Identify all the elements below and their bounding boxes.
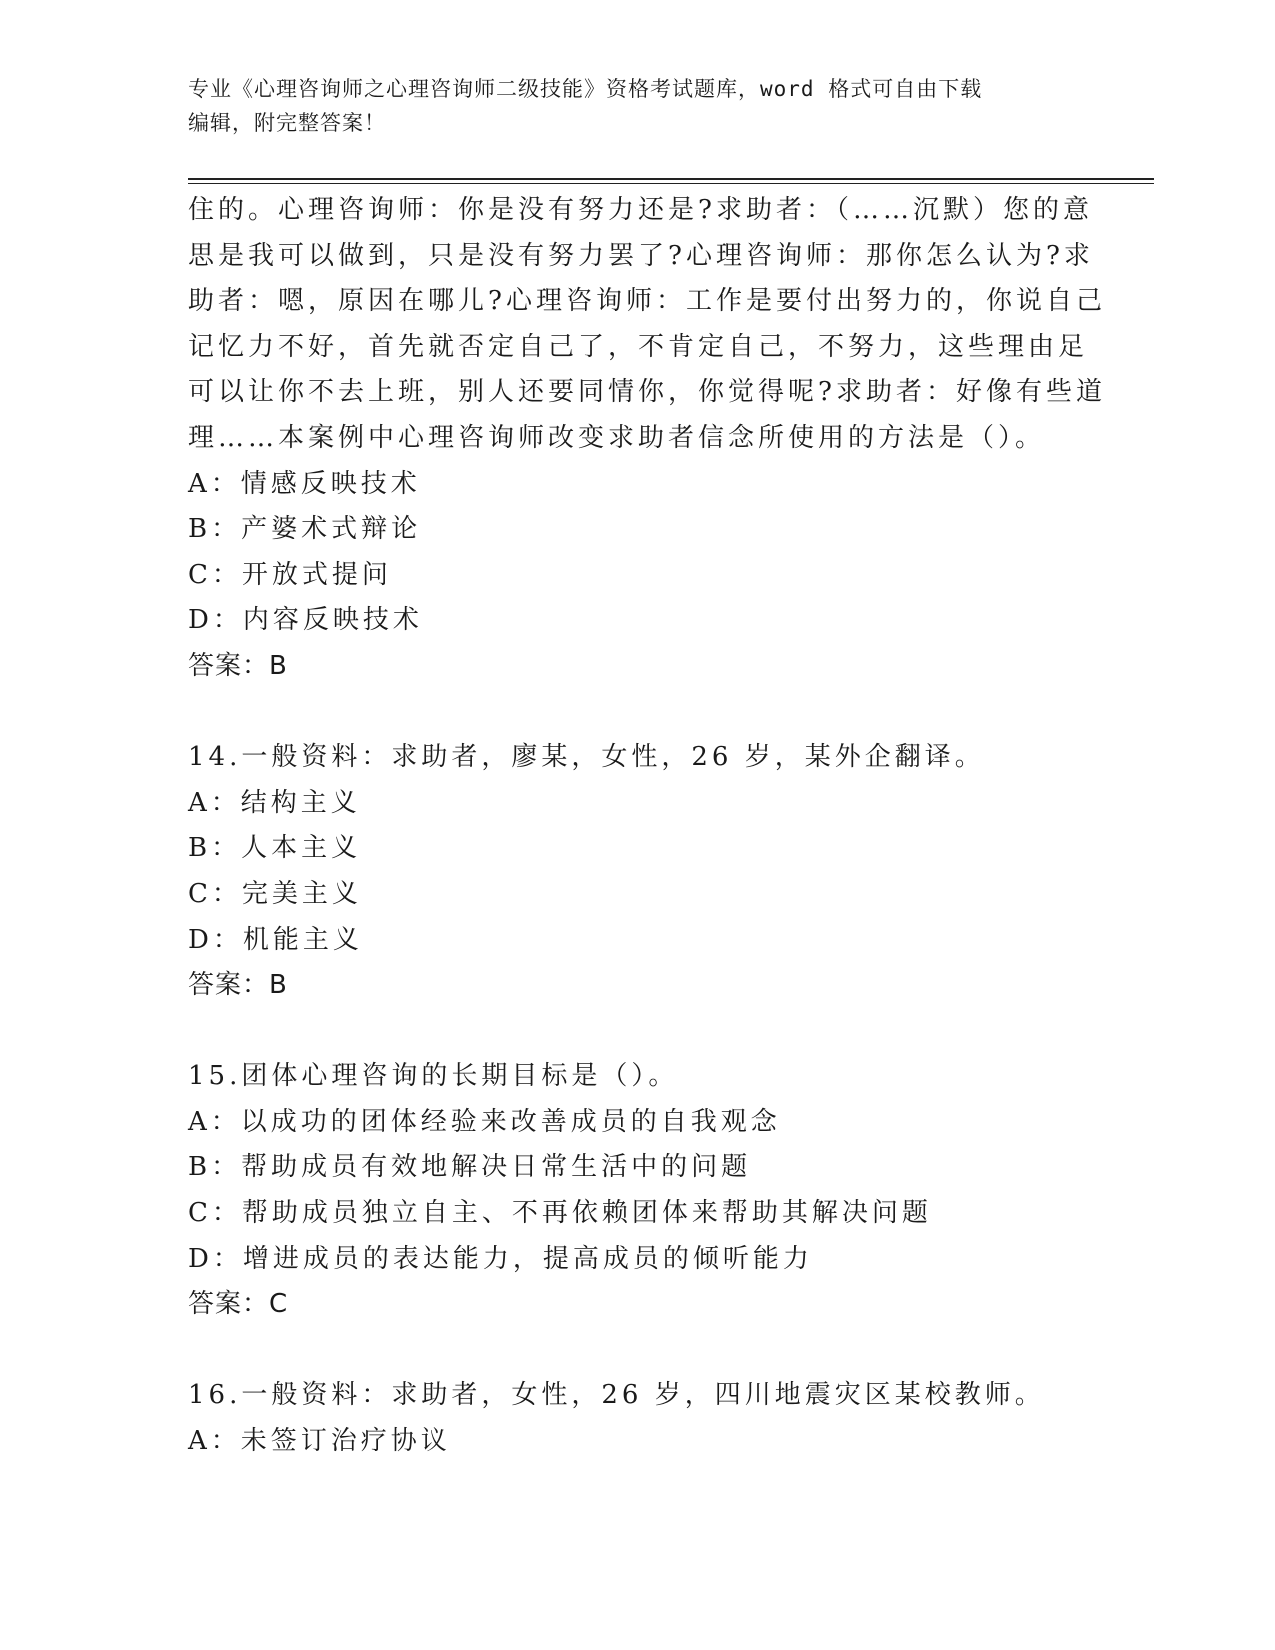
option-b: B：帮助成员有效地解决日常生活中的问题 <box>188 1152 752 1183</box>
option-a: A：未签订治疗协议 <box>188 1426 451 1457</box>
question-stem-line: 可以让你不去上班，别人还要同情你，你觉得呢?求助者：好像有些道 <box>188 377 1106 408</box>
question-stem: 14.一般资料：求助者，廖某，女性，26 岁，某外企翻译。 <box>188 742 985 773</box>
option-a: A：结构主义 <box>188 787 361 818</box>
answer-label: 答案：B <box>188 650 288 681</box>
spacer <box>188 690 1088 736</box>
question-15 <box>188 1054 1088 1328</box>
header-line-1: 专业《心理咨询师之心理咨询师二级技能》资格考试题库，word 格式可自由下载 <box>188 77 983 101</box>
question-stem-line: 思是我可以做到，只是没有努力罢了?心理咨询师：那你怎么认为?求 <box>188 240 1094 271</box>
option-a: A：以成功的团体经验来改善成员的自我观念 <box>188 1106 781 1137</box>
option-c: C：帮助成员独立自主、不再依赖团体来帮助其解决问题 <box>188 1198 932 1229</box>
option-d: D：机能主义 <box>188 924 363 955</box>
option-d: D：增进成员的表达能力，提高成员的倾听能力 <box>188 1243 813 1274</box>
question-stem: 16.一般资料：求助者，女性，26 岁，四川地震灾区某校教师。 <box>188 1380 1045 1411</box>
document-header <box>188 72 1078 140</box>
question-stem-line: 理……本案例中心理咨询师改变求助者信念所使用的方法是（）。 <box>188 422 1046 453</box>
question-stem-line: 记忆力不好，首先就否定自己了，不肯定自己，不努力，这些理由足 <box>188 331 1089 362</box>
option-d: D：内容反映技术 <box>188 605 423 636</box>
option-a: A：情感反映技术 <box>188 468 421 499</box>
question-14 <box>188 735 1088 1009</box>
spacer <box>188 1328 1088 1374</box>
option-c: C：开放式提问 <box>188 559 392 590</box>
answer-label: 答案：B <box>188 970 288 1001</box>
question-13 <box>188 188 1106 690</box>
question-list <box>188 188 1106 1465</box>
option-c: C：完美主义 <box>188 878 362 909</box>
option-b: B：产婆术式辩论 <box>188 514 422 545</box>
question-stem-line: 助者：嗯，原因在哪儿?心理咨询师：工作是要付出努力的，你说自己 <box>188 286 1106 317</box>
question-stem: 15.团体心理咨询的长期目标是（）。 <box>188 1061 679 1092</box>
answer-label: 答案：C <box>188 1289 289 1320</box>
header-line-2: 编辑，附完整答案！ <box>188 111 386 135</box>
spacer <box>188 1009 1088 1055</box>
question-16 <box>188 1373 1088 1464</box>
header-divider-thin <box>188 183 1154 184</box>
header-divider-thick <box>188 178 1154 180</box>
question-stem-line: 住的。心理咨询师：你是没有努力还是?求助者：（……沉默）您的意 <box>188 195 1093 225</box>
option-b: B：人本主义 <box>188 833 362 864</box>
